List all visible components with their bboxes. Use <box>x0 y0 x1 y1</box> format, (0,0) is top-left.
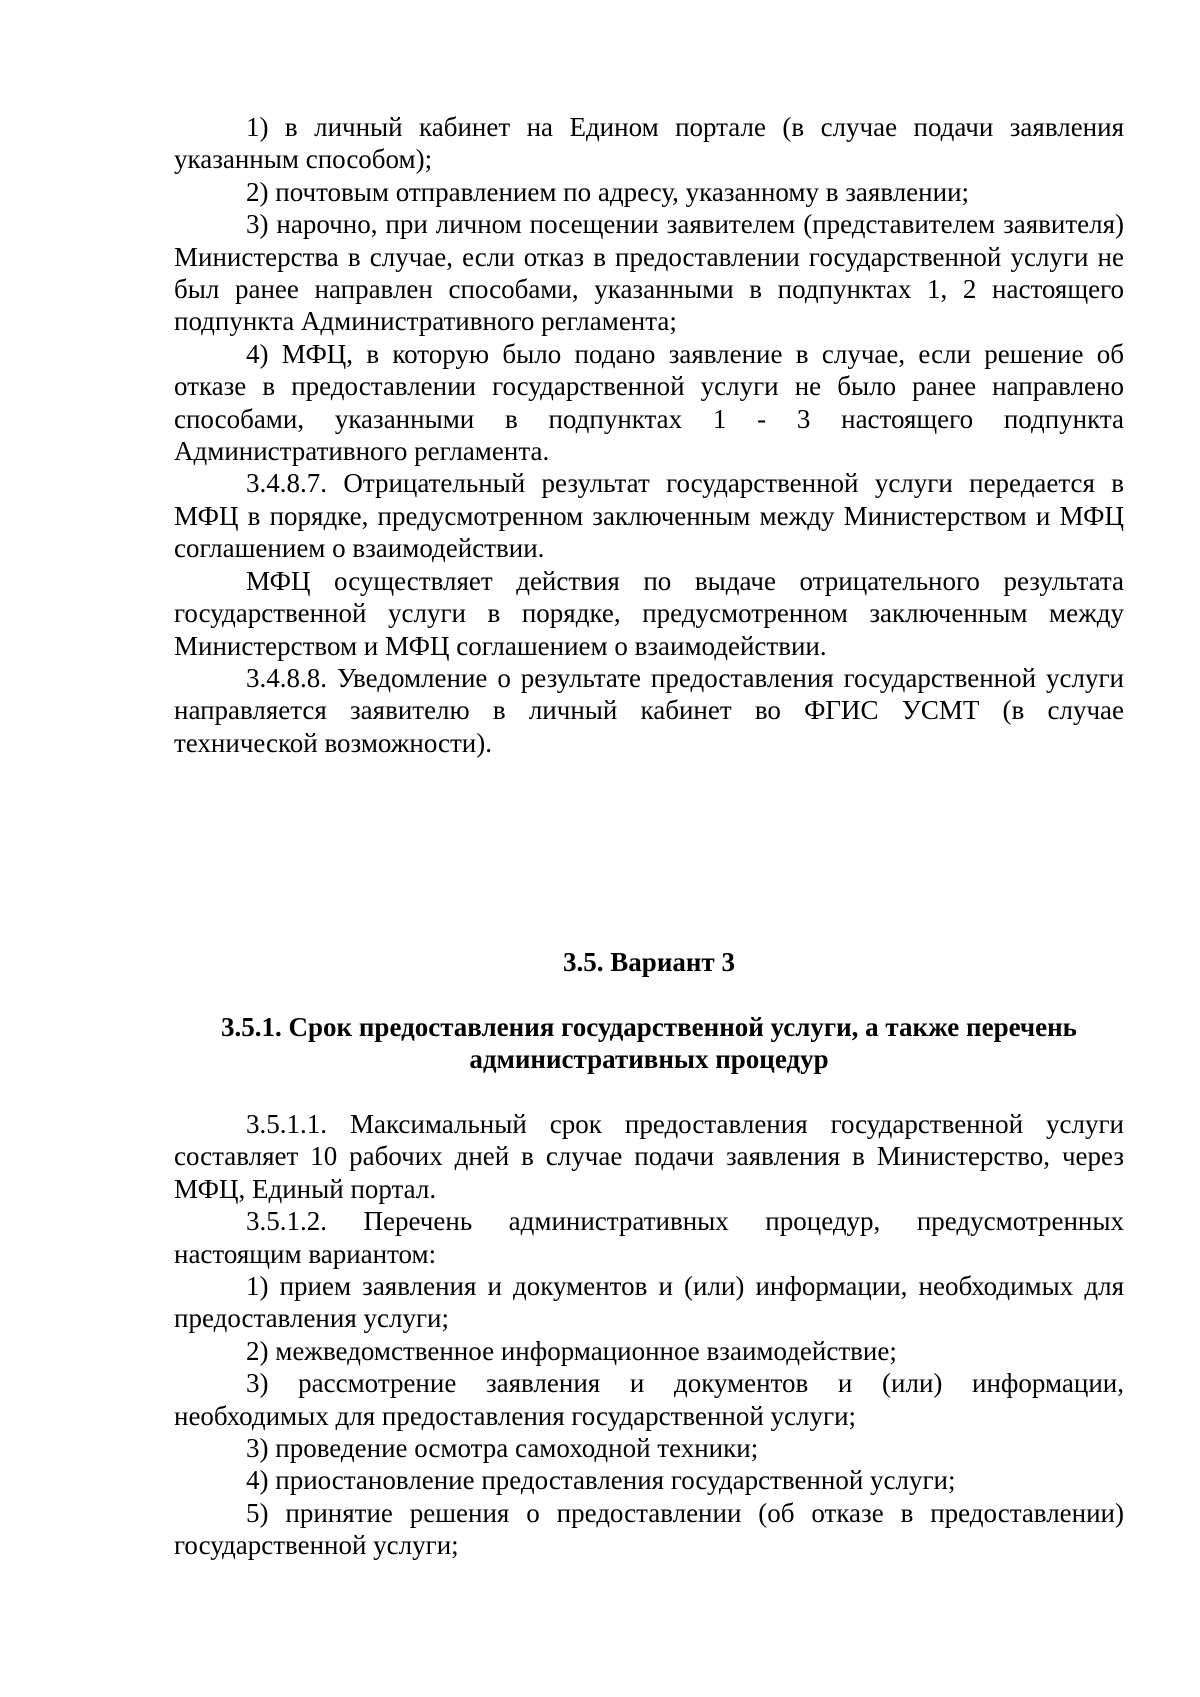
paragraph-item-2-postal: 2) почтовым отправлением по адресу, указанному в заявлении; <box>246 176 970 207</box>
list-item-1-reception: 1) прием заявления и документов и (или) информации, необходимых для предоставления услуги; <box>174 1271 1124 1334</box>
paragraph-3-4-8-7: 3.4.8.7. Отрицательный результат государственной услуги передается в МФЦ в порядке, предусмотренном заключенным между Министерством и МФЦ соглашением о взаимодействии. <box>174 468 1124 564</box>
paragraph-3-5-1-2: 3.5.1.2. Перечень административных процедур, предусмотренных настоящим вариантом: <box>174 1206 1124 1269</box>
paragraph-item-4-mfc: 4) МФЦ, в которую было подано заявление в случае, если решение об отказе в предоставлении государственной услуги не было ранее направлено способами, указанными в подпунктах 1 - 3 настоящего подпункта Административного регламента. <box>174 338 1124 467</box>
paragraph-item-1-personal-cabinet: 1) в личный кабинет на Едином портале (в случае подачи заявления указанным способом); <box>174 112 1124 175</box>
subsection-title: 3.5.1. Срок предоставления государственной услуги, а также перечень административных процедур <box>221 1012 1077 1075</box>
list-item-3-review: 3) рассмотрение заявления и документов и (или) информации, необходимых для предоставления государственной услуги; <box>174 1368 1124 1431</box>
section-title: 3.5. Вариант 3 <box>563 947 735 977</box>
paragraph-item-3-in-person: 3) нарочно, при личном посещении заявителем (представителем заявителя) Министерства в случае, если отказ в предоставлении государственной услуги не был ранее направлен способами, указанными в подпунктах 1, 2 настоящего подпункта Административного регламента; <box>174 209 1124 337</box>
bottom-text-block <box>174 1108 1124 1562</box>
paragraph-3-4-8-8: 3.4.8.8. Уведомление о результате предоставления государственной услуги направляется заявителю в личный кабинет во ФГИС УСМТ (в случае технической возможности). <box>174 662 1124 758</box>
list-item-3-inspection: 3) проведение осмотра самоходной техники; <box>246 1433 759 1464</box>
paragraph-mfc-actions: МФЦ осуществляет действия по выдаче отрицательного результата государственной услуги в порядке, предусмотренном заключенным между Министерством и МФЦ соглашением о взаимодействии. <box>174 565 1124 661</box>
paragraph-3-5-1-1: 3.5.1.1. Максимальный срок предоставления государственной услуги составляет 10 рабочих дней в случае подачи заявления в Министерство, через МФЦ, Единый портал. <box>174 1109 1124 1204</box>
list-item-2-interagency: 2) межведомственное информационное взаимодействие; <box>246 1335 897 1366</box>
list-item-5-decision: 5) принятие решения о предоставлении (об отказе в предоставлении) государственной услуги; <box>174 1497 1124 1561</box>
top-text-block <box>174 111 1124 759</box>
list-item-4-suspension: 4) приостановление предоставления государственной услуги; <box>246 1465 956 1496</box>
